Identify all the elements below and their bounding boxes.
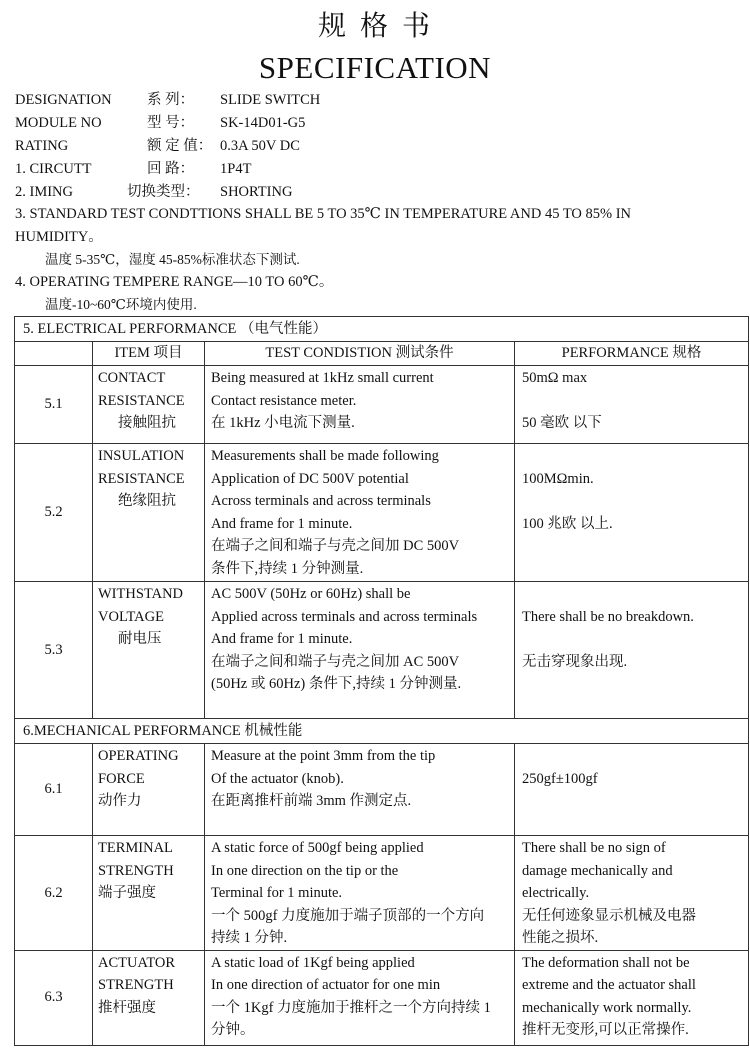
title-chinese: 规格书 [318, 11, 445, 42]
performance-cell: There shall be no breakdown. 无击穿现象出现. [515, 582, 749, 719]
test-condition-cell: AC 500V (50Hz or 60Hz) shall be Applied across terminals and across terminals And frame for 1 minute. 在端子之间和端子与壳之间加 AC 500V (50Hz 或 60Hz) 条件下,持续 1 分钟测量. [205, 582, 515, 719]
table-row [15, 950, 749, 1045]
test-conditions-cn: 温度 5-35℃，湿度 45-85%标准状态下测试. [45, 252, 300, 267]
row-number: 6.1 [15, 744, 93, 836]
performance-cell: The deformation shall not be extreme and the actuator shall mechanically work normally. 推杆无变形,可以正常操作. [515, 950, 749, 1045]
col-test-header: TEST CONDISTION 测试条件 [205, 342, 515, 366]
performance-table [14, 316, 749, 1046]
test-condition-cell: Measure at the point 3mm from the tip Of the actuator (knob). 在距离推杆前端 3mm 作测定点. [205, 744, 515, 836]
performance-cell: 100MΩmin. 100 兆欧 以上. [515, 444, 749, 582]
performance-cell: There shall be no sign of damage mechanically and electrically. 无任何迹象显示机械及电器 性能之损坏. [515, 836, 749, 951]
item-cell: INSULATION RESISTANCE 绝缘阻抗 [93, 444, 205, 582]
table-row [15, 744, 749, 836]
row-number: 6.3 [15, 950, 93, 1045]
item-cell: CONTACT RESISTANCE 接触阻抗 [93, 366, 205, 444]
test-condition-cell: A static load of 1Kgf being applied In one direction of actuator for one min 一个 1Kgf 力度施加于推杆之一个方向持续 1 分钟。 [205, 950, 515, 1045]
test-conditions-en-cont: HUMIDITY。 [15, 229, 103, 245]
item-cell: OPERATING FORCE 动作力 [93, 744, 205, 836]
item-cell: ACTUATOR STRENGTH 推杆强度 [93, 950, 205, 1045]
table-header-row [15, 342, 749, 366]
item-cell: TERMINAL STRENGTH 端子强度 [93, 836, 205, 951]
operating-range-cn: 温度-10~60℃环境内使用. [45, 297, 197, 312]
test-conditions-en: 3. STANDARD TEST CONDTTIONS SHALL BE 5 TO 35℃ IN TEMPERATURE AND 45 TO 85% IN [15, 206, 632, 222]
row-number: 5.1 [15, 366, 93, 444]
table-row [15, 444, 749, 582]
test-condition-cell: Being measured at 1kHz small current Contact resistance meter. 在 1kHz 小电流下测量. [205, 366, 515, 444]
performance-cell: 250gf±100gf [515, 744, 749, 836]
col-performance-header: PERFORMANCE 规格 [515, 342, 749, 366]
table-row [15, 582, 749, 719]
row-number: 6.2 [15, 836, 93, 951]
mechanical-section-title: 6.MECHANICAL PERFORMANCE 机械性能 [15, 719, 749, 744]
row-number: 5.3 [15, 582, 93, 719]
col-item-header: ITEM 项目 [93, 342, 205, 366]
table-row [15, 366, 749, 444]
test-condition-cell: A static force of 500gf being applied In one direction on the tip or the Terminal for 1 minute. 一个 500gf 力度施加于端子顶部的一个方向 持续 1 分钟. [205, 836, 515, 951]
item-cell: WITHSTAND VOLTAGE 耐电压 [93, 582, 205, 719]
performance-cell: 50mΩ max 50 毫欧 以下 [515, 366, 749, 444]
test-condition-cell: Measurements shall be made following Application of DC 500V potential Across terminals and across terminals And frame for 1 minute. 在端子之间和端子与壳之间加 DC 500V 条件下,持续 1 分钟测量. [205, 444, 515, 582]
operating-range-en: 4. OPERATING TEMPERE RANGE—10 TO 60℃。 [15, 274, 334, 290]
table-row [15, 836, 749, 951]
title-specification: SPECIFICATION [258, 50, 492, 85]
row-number: 5.2 [15, 444, 93, 582]
electrical-section-title: 5. ELECTRICAL PERFORMANCE （电气性能） [15, 317, 749, 342]
